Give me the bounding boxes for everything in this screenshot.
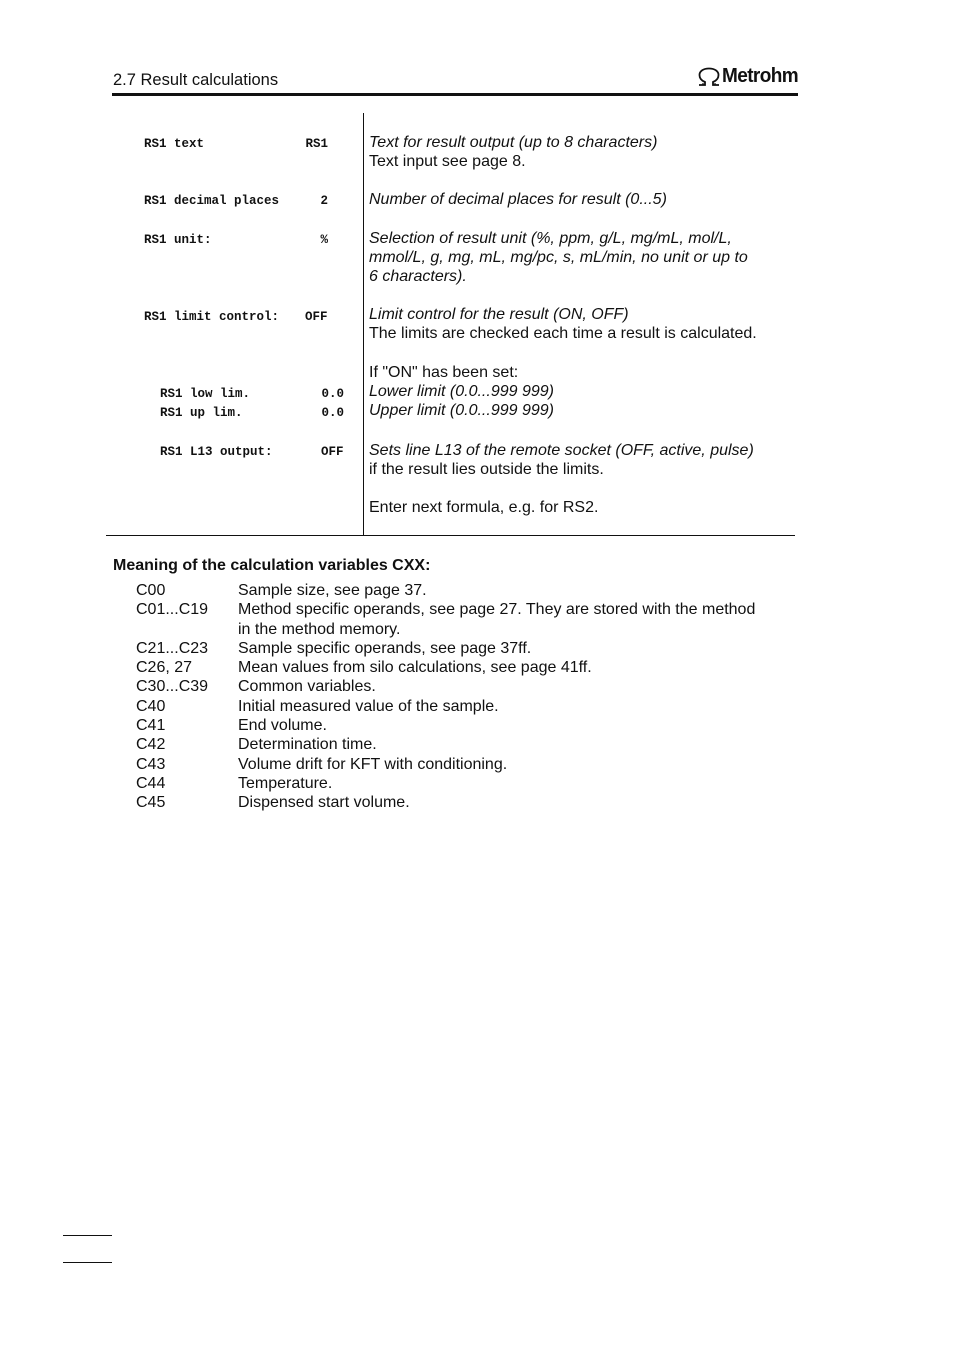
footer-rule bbox=[63, 1235, 112, 1236]
desc-l13-line: Sets line L13 of the remote socket (OFF, active, pulse) bbox=[369, 442, 754, 459]
param-label-l13: RS1 L13 output: bbox=[160, 445, 273, 459]
list-item bbox=[136, 755, 758, 774]
desc-unit-line: Selection of result unit (%, ppm, g/L, mg/mL, mol/L, bbox=[369, 230, 732, 247]
var-code: C30...C39 bbox=[136, 678, 209, 696]
param-value-unit: % bbox=[320, 233, 328, 247]
desc-text-line: Text for result output (up to 8 characters) bbox=[369, 134, 658, 151]
list-item bbox=[136, 581, 758, 600]
var-desc: Mean values from silo calculations, see page 41ff. bbox=[238, 659, 592, 677]
desc-next bbox=[369, 498, 598, 517]
list-item bbox=[136, 677, 758, 696]
var-desc: Dispensed start volume. bbox=[238, 794, 410, 812]
desc-l13-line: if the result lies outside the limits. bbox=[369, 461, 604, 479]
var-desc: Determination time. bbox=[238, 736, 377, 754]
param-value-up-lim: 0.0 bbox=[321, 406, 344, 420]
list-item bbox=[136, 735, 758, 754]
param-label-limit: RS1 limit control: bbox=[144, 310, 280, 324]
desc-unit-line: mmol/L, g, mg, mL, mg/pc, s, mL/min, no unit or up to bbox=[369, 249, 748, 267]
var-desc: End volume. bbox=[238, 717, 327, 735]
param-value-limit: OFF bbox=[305, 310, 328, 324]
var-desc: Sample specific operands, see page 37ff. bbox=[238, 639, 532, 657]
desc-text bbox=[369, 133, 657, 171]
list-item bbox=[136, 697, 758, 716]
var-code: C00 bbox=[136, 582, 166, 599]
param-value-low-lim: 0.0 bbox=[321, 387, 344, 401]
param-label-low-lim: RS1 low lim. bbox=[160, 387, 251, 401]
table-divider bbox=[363, 113, 364, 536]
desc-low-line: Lower limit (0.0...999 999) bbox=[369, 383, 554, 401]
list-item bbox=[136, 658, 758, 677]
table-bottom-rule bbox=[106, 535, 795, 536]
var-code: C42 bbox=[136, 736, 166, 754]
brand-logo bbox=[696, 66, 798, 88]
variables-list bbox=[136, 581, 758, 813]
desc-limit-line: The limits are checked each time a result is calculated. bbox=[369, 325, 757, 343]
desc-text-line: Text input see page 8. bbox=[369, 153, 526, 171]
desc-if-on-line: If "ON" has been set: bbox=[369, 364, 519, 381]
section-title: 2.7 Result calculations bbox=[113, 71, 279, 89]
var-desc: Initial measured value of the sample. bbox=[238, 697, 499, 715]
param-value-l13: OFF bbox=[321, 445, 344, 459]
var-code: C21...C23 bbox=[136, 639, 209, 657]
param-label-decimal: RS1 decimal places bbox=[144, 194, 280, 208]
desc-if-on bbox=[369, 363, 554, 421]
brand-name: Metrohm bbox=[722, 65, 799, 88]
desc-up-line: Upper limit (0.0...999 999) bbox=[369, 402, 554, 420]
list-item bbox=[136, 774, 758, 793]
var-code: C45 bbox=[136, 794, 166, 812]
param-label-up-lim: RS1 up lim. bbox=[160, 406, 243, 420]
var-code: C01...C19 bbox=[136, 601, 209, 619]
list-item bbox=[136, 600, 758, 639]
var-code: C43 bbox=[136, 755, 166, 773]
var-code: C41 bbox=[136, 717, 166, 735]
desc-decimal-line: Number of decimal places for result (0...5) bbox=[369, 191, 667, 208]
desc-limit bbox=[369, 305, 757, 343]
var-code: C44 bbox=[136, 774, 166, 792]
desc-l13 bbox=[369, 441, 754, 479]
param-label-unit: RS1 unit: bbox=[144, 233, 212, 247]
var-desc: Sample size, see page 37. bbox=[238, 582, 427, 599]
var-code: C40 bbox=[136, 697, 166, 715]
param-label-text: RS1 text bbox=[144, 137, 205, 151]
var-code: C26, 27 bbox=[136, 659, 193, 677]
var-desc: Common variables. bbox=[238, 678, 376, 696]
list-item bbox=[136, 639, 758, 658]
list-item bbox=[136, 793, 758, 812]
desc-next-line: Enter next formula, e.g. for RS2. bbox=[369, 499, 599, 516]
param-value-decimal: 2 bbox=[320, 194, 328, 208]
list-item bbox=[136, 716, 758, 735]
desc-limit-line: Limit control for the result (ON, OFF) bbox=[369, 306, 629, 323]
var-desc: Volume drift for KFT with conditioning. bbox=[238, 755, 508, 773]
variables-heading: Meaning of the calculation variables CXX: bbox=[113, 557, 431, 574]
param-value-text: RS1 bbox=[305, 137, 328, 151]
footer-rule bbox=[63, 1262, 112, 1263]
omega-logo-icon bbox=[696, 67, 722, 87]
var-desc: Method specific operands, see page 27. They are stored with the method in the method memory. bbox=[238, 601, 756, 638]
desc-unit bbox=[369, 229, 748, 287]
var-desc: Temperature. bbox=[238, 774, 333, 792]
desc-unit-line: 6 characters). bbox=[369, 268, 467, 286]
header-rule bbox=[112, 93, 798, 96]
desc-decimal bbox=[369, 190, 667, 209]
